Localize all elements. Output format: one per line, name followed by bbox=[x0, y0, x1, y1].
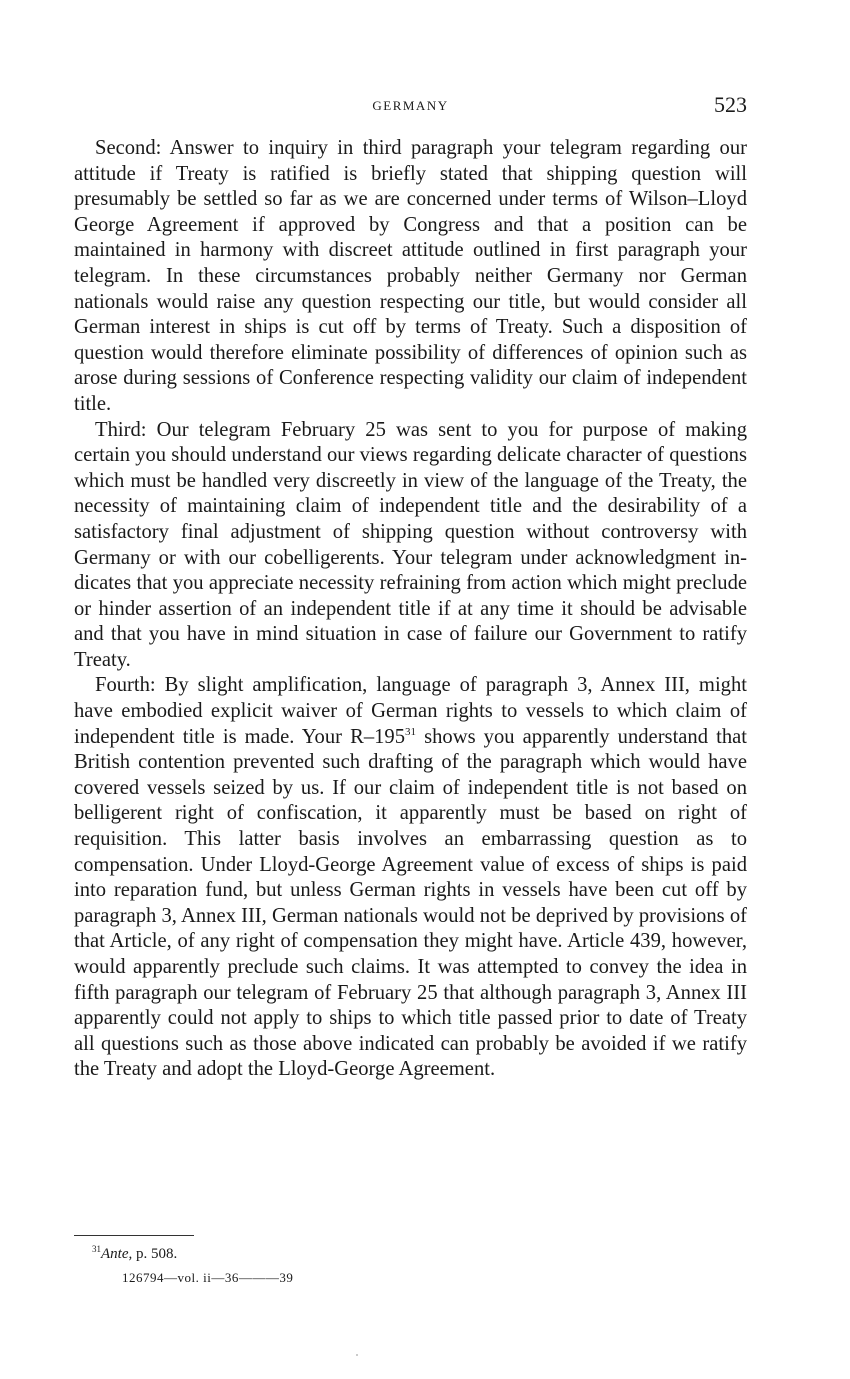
print-signature: 126794—vol. ii—36———39 bbox=[122, 1270, 294, 1285]
paragraph-fourth bbox=[74, 673, 747, 1083]
footnote-mark: 31 bbox=[92, 1244, 101, 1254]
footnote-ante: Ante, bbox=[101, 1246, 133, 1262]
page-number: 523 bbox=[714, 92, 747, 117]
body-text bbox=[74, 136, 747, 1083]
stray-dot bbox=[356, 1354, 358, 1356]
footnote-text: p. 508. bbox=[132, 1246, 178, 1262]
footnote-reference: 31 bbox=[405, 725, 417, 738]
footnote-divider bbox=[74, 1235, 194, 1236]
paragraph-second: Second: Answer to inquiry in third paragraph your telegram regarding our attitude if Treaty is ratified is briefly stated that shipping question will presumably be settled so far as we are concerned under terms of Wilson–Lloyd George Agreement if approved by Congress and that a position can be maintained in harmony with discreet attitude outlined in first paragraph your telegram. In these circumstances probably neither Germany nor German nationals would raise any question respecting our title, but would consider all German interest in ships is cut off by terms of Treaty. Such a disposition of question would therefore eliminate possibility of differences of opinion such as arose during sessions of Conference respecting validity our claim of independent title. bbox=[74, 137, 747, 415]
paragraph-fourth-text-end: shows you apparently understand that British contention prevented such drafting of the paragraph which would have covered vessels seized by us. If our claim of independent title is not based on belligerent right of confiscation, it apparently must be based on right of requisition. This latter basis involves an embarrassing question as to compensation. Under Lloyd-George Agreement value of excess of ships is paid into reparation fund, but unless German rights in vessels have been cut off by paragraph 3, Annex III, German nationals would not be deprived by provisions of that Article, of any right of compensation they might have. Article 439, however, would apparently preclude such claims. It was attempted to convey the idea in fifth paragraph our telegram of February 25 that although paragraph 3, Annex III apparently could not apply to ships to which title passed prior to date of Treaty all questions such as those above indicated can probably be avoided if we ratify the Treaty and adopt the Lloyd-George Agreement. bbox=[74, 725, 747, 1081]
running-head: GERMANY bbox=[372, 98, 449, 113]
paragraph-fourth-text-start: Fourth: By slight amplification, language of paragraph 3, Annex III, might have embodied explicit waiver of German rights to vessels to which claim of independent title is made. Your R–195 bbox=[74, 674, 747, 748]
footnote bbox=[92, 1244, 177, 1264]
paragraph-third: Third: Our telegram February 25 was sent to you for purpose of making certain you should understand our views regarding delicate character of questions which must be handled very discreetly in view of the language of the Treaty, the necessity of maintaining claim of independent title and the desirability of a satisfactory final adjustment of shipping question without controversy with Germany or with our cobelligerents. Your telegram under acknowledgment indicates that you appreciate necessity refraining from action which might preclude or hinder assertion of an independent title if at any time it should be advisable and that you have in mind situation in case of failure our Government to ratify Treaty. bbox=[74, 418, 747, 671]
page-header bbox=[74, 92, 747, 122]
